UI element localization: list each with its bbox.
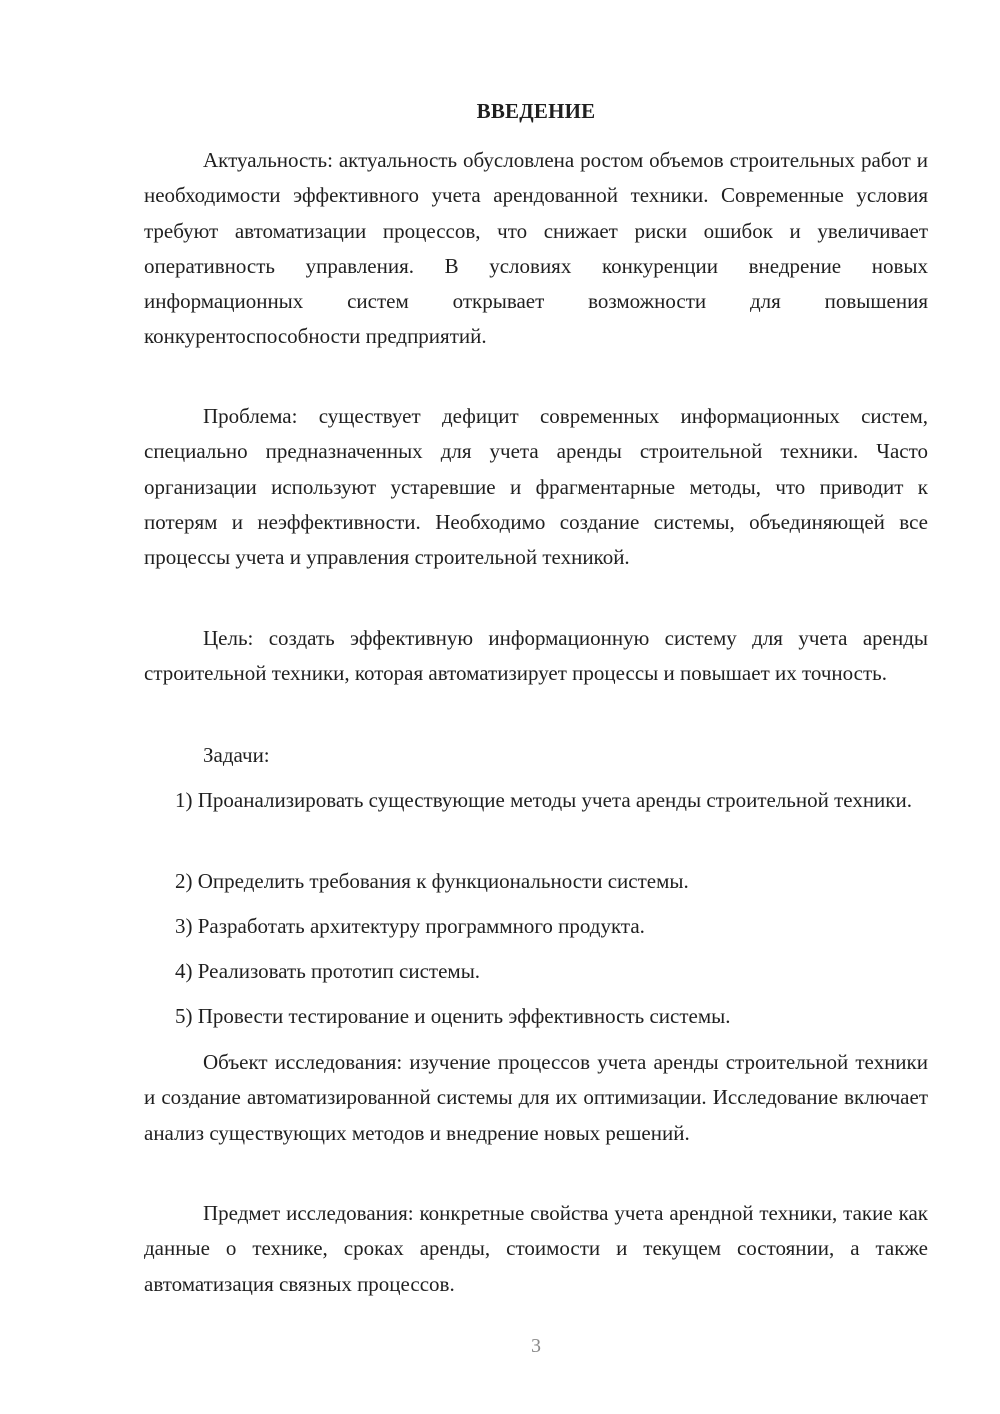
task-item-4: 4) Реализовать прототип системы. — [175, 959, 481, 983]
task-item-1: 1) Проанализировать существующие методы учета аренды строительной техники. — [175, 788, 912, 812]
paragraph-problem: Проблема: существует дефицит современных информационных систем, специально предназначенных для учета аренды строительной техники. Часто организации используют устаревшие и фрагментарные методы, что приводит к потерям и неэффективности. Необходимо создание системы, объединяющей все процессы учета и управления строительной техникой. — [144, 404, 928, 570]
paragraph-object: Объект исследования: изучение процессов учета аренды строительной техники и создание автоматизированной системы для их оптимизации. Исследование включает анализ существующих методов и внедрение новых решений. — [144, 1050, 928, 1145]
task-item-2: 2) Определить требования к функциональности системы. — [175, 869, 689, 893]
paragraph-subject: Предмет исследования: конкретные свойства учета арендной техники, такие как данные о технике, сроках аренды, стоимости и текущем состоянии, а также автоматизация связных процессов. — [144, 1201, 928, 1296]
paragraph-relevance: Актуальность: актуальность обусловлена ростом объемов строительных работ и необходимости эффективного учета арендованной техники. Современные условия требуют автоматизации процессов, что снижает риски ошибок и увеличивает оперативность управления. В условиях конкуренции внедрение новых информационных систем открывает возможности для повышения конкурентоспособности предприятий. — [144, 148, 928, 349]
task-item-3: 3) Разработать архитектуру программного продукта. — [175, 914, 645, 938]
task-item-5: 5) Провести тестирование и оценить эффективность системы. — [175, 1004, 731, 1028]
page-title: ВВЕДЕНИЕ — [476, 99, 596, 123]
paragraph-goal: Цель: создать эффективную информационную систему для учета аренды строительной техники, которая автоматизирует процессы и повышает их точность. — [144, 626, 928, 686]
page-number: 3 — [531, 1335, 541, 1357]
tasks-label: Задачи: — [203, 743, 270, 767]
